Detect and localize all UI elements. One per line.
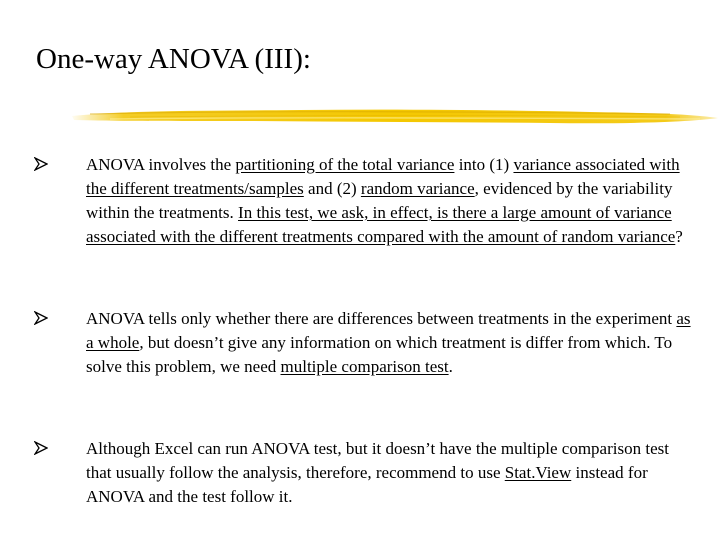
slide-title: One-way ANOVA (III): — [36, 43, 311, 75]
right-arrowhead-icon — [34, 441, 48, 455]
underlined-phrase: partitioning of the total variance — [235, 155, 455, 174]
title-underline-brush-stroke — [70, 102, 720, 132]
text-run: , evidenced by the variability within the treatments. — [86, 179, 673, 222]
bullet-text — [86, 437, 694, 509]
underlined-phrase: Stat.View — [504, 463, 572, 482]
text-run: , but doesn’t give any information on which treatment is differ from which. To solve this problem, we need — [86, 333, 673, 376]
text-run: into (1) — [454, 155, 514, 174]
text-run: . — [448, 357, 453, 376]
underlined-phrase: variance associated with the different treatments/samples — [86, 155, 680, 198]
right-arrowhead-icon — [34, 157, 48, 171]
bullet-text — [86, 307, 694, 379]
text-run: ? — [675, 227, 683, 246]
text-run: and (2) — [303, 179, 361, 198]
underlined-phrase: random variance — [360, 179, 475, 198]
text-run: instead for ANOVA and the test follow it. — [86, 463, 648, 506]
text-run: ANOVA involves the — [86, 155, 236, 174]
bullet-text — [86, 153, 694, 249]
text-run: Although Excel can run ANOVA test, but it doesn’t have the multiple comparison test that usually follow the analysis, therefore, recommend to use — [86, 439, 669, 482]
right-arrowhead-icon — [34, 311, 48, 325]
underlined-phrase: as a whole — [86, 309, 691, 352]
underlined-phrase: multiple comparison test — [280, 357, 449, 376]
text-run: ANOVA tells only whether there are differences between treatments in the experiment — [86, 309, 677, 328]
underlined-phrase: In this test, we ask, in effect, is there a large amount of variance associated with the different treatments compared with the amount of random variance — [86, 203, 676, 246]
